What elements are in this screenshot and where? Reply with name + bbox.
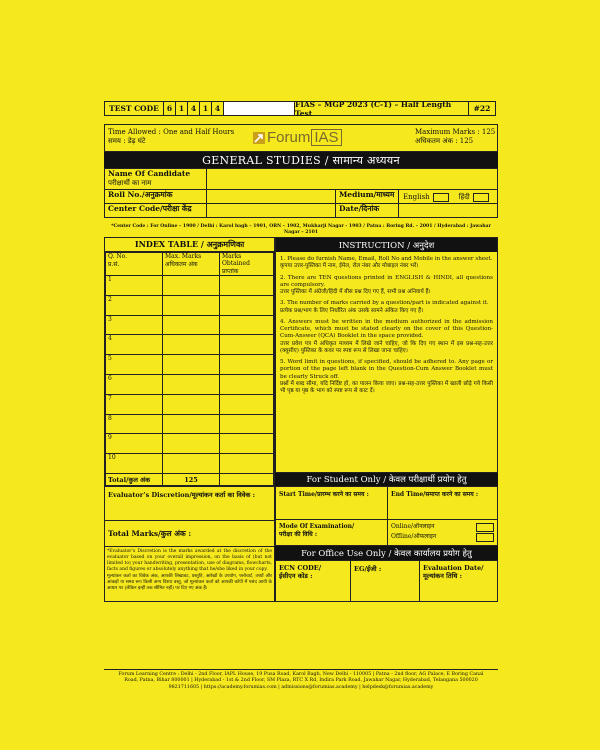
code-digit: 4: [211, 101, 224, 116]
instructions-title: INSTRUCTION / अनुदेश: [276, 238, 497, 252]
start-time-box[interactable]: Start Time/प्रारम्भ करने का समय :: [275, 486, 388, 520]
end-time-box[interactable]: End Time/समाप्त करने का समय :: [387, 486, 498, 520]
table-row: 9: [106, 434, 274, 454]
mode-options: Online/ऑनलाइन Offline/ऑफलाइन: [387, 519, 498, 546]
col-max-marks: Max. Marks अधिकतम अंक: [163, 253, 220, 276]
instruction-item: 5. Word limit in questions, if specified, should be adhered to. Any page or portion of the page left blank in the Question-Cum Answer Booklet must be clearly Struck off. प्रश्नों में शब्द सीमा, यदि निर्दिष्ट हो, का पालन किया जाए। प्रश्न-सह-उत्तर पुस्तिका में खाली छोड़े गये किसी भी पृष्ठ या पृष्ठ के भाग को स्पष्ट रूप से काट दें।: [280, 359, 493, 395]
candidate-name-row: [104, 168, 498, 190]
eg-box[interactable]: EG/ईजी :: [350, 560, 420, 602]
ecn-code-box[interactable]: ECN CODE/ ईसीएन कोड :: [275, 560, 351, 602]
code-blank: [223, 101, 295, 116]
general-studies-title: GENERAL STUDIES / सामान्य अध्ययन: [104, 152, 498, 168]
total-marks-box[interactable]: Total Marks/कुल अंक :: [104, 520, 275, 547]
table-row: 4: [106, 335, 274, 355]
code-digit: 1: [199, 101, 212, 116]
code-digit: 4: [187, 101, 200, 116]
date-field[interactable]: [399, 204, 497, 217]
instruction-item: 1. Please do furnish Name, Email, Roll No and Mobile in the answer sheet. कृपया उत्तर-पुस्तिका में नाम, ईमेल, रोल नंबर और मोबाइल नंबर भरें।: [280, 256, 493, 270]
forumias-logo: [253, 129, 342, 146]
paper-header: [104, 124, 498, 152]
candidate-name-field[interactable]: [209, 169, 497, 189]
mode-of-exam-box: Mode Of Examination/ परीक्षा की विधि :: [275, 519, 388, 546]
max-marks: Maximum Marks : 125 अधिकतम अंक : 125: [415, 128, 496, 145]
date-label: Date/दिनांक: [335, 203, 399, 218]
instruction-item: 3. The number of marks carried by a question/part is indicated against it. प्रत्येक प्रश्न/भाग के लिए निर्धारित अंक उसके सामने अंकित किए गए हैं।: [280, 300, 489, 314]
english-checkbox[interactable]: [433, 193, 449, 202]
footer-rule: [104, 669, 498, 670]
footer-address: Forum Learning Centre : Delhi - 2nd Floor, IAPL House, 19 Pusa Road, Karol Bagh, New Delhi - 110005 | Patna - 2nd floor, AG Palace, E Boring Canal Road, Patna, Bihar 800001 | Hyderabad - 1st & 2nd Floor, SM Plaza, RTC X Rd, Indira Park Road, Jawahar Nagar, Hyderabad, Telangana 500020 9821711605 | https://academy.forumias.com | admissions@forumias.academy | helpdesk@forumias.academy: [118, 672, 484, 690]
table-row: 2: [106, 295, 274, 315]
table-row: 8: [106, 414, 274, 434]
test-number: #22: [468, 101, 496, 116]
centre-code-note: *Center Code : For Online – 1900 / Delhi : Karol bagh – 1901, ORN – 1902, Mukharji Nagar - 1903 / Patna : Boring Rd. – 2001 / Hyderabad : Jawahar Nagar – 2101: [111, 224, 491, 235]
table-row: 1: [106, 276, 274, 296]
time-allowed: Time Allowed : One and Half Hours समय : डेढ़ घंटे: [108, 128, 235, 145]
roll-medium-row: [104, 189, 498, 204]
student-only-title: For Student Only / केवल परीक्षार्थी प्रयोग हेतु: [275, 473, 498, 486]
centre-label: Center Code/परीक्षा केंद्र: [104, 203, 207, 218]
col-q-no: Q. No. प्र.सं.: [106, 253, 163, 276]
table-row: 5: [106, 355, 274, 375]
logo-arrow-icon: [253, 132, 265, 144]
total-row: Total/कुल अंक 125: [106, 473, 274, 486]
medium-label: Medium/माध्यम: [335, 189, 399, 204]
hindi-checkbox[interactable]: [473, 193, 489, 202]
medium-options: English हिंदी: [403, 193, 489, 202]
evaluation-date-box[interactable]: Evaluation Date/ मूल्यांकन तिथि :: [419, 560, 498, 602]
code-digit: 6: [163, 101, 176, 116]
evaluator-note: *Evaluator’s Discretion is the marks awarded at the discretion of the evaluator based on your overall impression, on the basis of (but not limited to) your handwriting, presentation, use of diagrams, flowcharts, facts and figures or absolutely anything that he/she liked in your copy. मूल्यांकन कर्ता का विवेक अंक, आपकी लिखावट, प्रस्तुति, आरेखों के उपयोग, फ्लोचार्ट, तथ्यों और आंकड़ों या समग्र रूप किसी अन्य विशय वस्तु, जो मूल्यांकन कर्ता को आपकी कॉपी में पसंद आयी के आधार पर (लेकिन इन्हीं तक सीमित नहीं) पर दिए गए अंक हैं।: [104, 546, 275, 602]
centre-date-row: [104, 203, 498, 218]
index-table: [104, 237, 275, 486]
roll-field[interactable]: [209, 190, 335, 203]
col-marks-obtained: Marks Obtained प्राप्तांक: [220, 253, 274, 276]
table-row: 6: [106, 374, 274, 394]
test-code-label: TEST CODE: [104, 101, 164, 116]
office-only-title: For Office Use Only / केवल कार्यालय प्रयोग हेतु: [275, 546, 498, 560]
instruction-item: 2. There are TEN questions printed in ENGLISH & HINDI, all questions are compulsory. उत्तर पुस्तिका में अंग्रेजी/हिंदी में बीस प्रश्न दिए गए हैं, सभी प्रश्न अनिवार्य हैं।: [280, 274, 493, 296]
roll-label: Roll No./अनुक्रमांक: [104, 189, 207, 204]
table-row: 7: [106, 394, 274, 414]
test-title: FIAS – MGP 2023 (C-1) – Half Length Test: [294, 101, 469, 116]
centre-field[interactable]: [209, 204, 335, 217]
online-checkbox[interactable]: [476, 523, 494, 532]
test-code-bar: [104, 101, 498, 116]
evaluator-discretion-box[interactable]: Evaluator’s Discretion/मूल्यांकन कर्ता का विवेक :: [104, 486, 275, 521]
table-row: 10: [106, 454, 274, 474]
offline-checkbox[interactable]: [476, 533, 494, 542]
logo-forum-text: Forum: [267, 129, 311, 146]
candidate-name-label: Name Of Candidate परीक्षार्थी का नाम: [108, 169, 191, 187]
index-table-title: INDEX TABLE / अनुक्रमणिका: [105, 238, 274, 252]
instructions-box: [275, 237, 498, 473]
code-digit: 1: [175, 101, 188, 116]
table-row: 3: [106, 315, 274, 335]
logo-ias-text: IAS: [311, 129, 341, 146]
instruction-item: 4. Answers must be written in the medium authorized in the admission Certificate, which must be stated clearly on the cover of this Question-Cum-Answer (QCA) Booklet in the space provided. उत्तर प्रवेश पत्र में अधिकृत माध्यम में लिखे जाने चाहिए, जो कि दिए गए स्थान में इस प्रश्न-सह-उत्तर (क्यूसीए) पुस्तिका के कवर पर स्पष्ट रूप से लिखा जाना चाहिए।: [280, 318, 493, 354]
